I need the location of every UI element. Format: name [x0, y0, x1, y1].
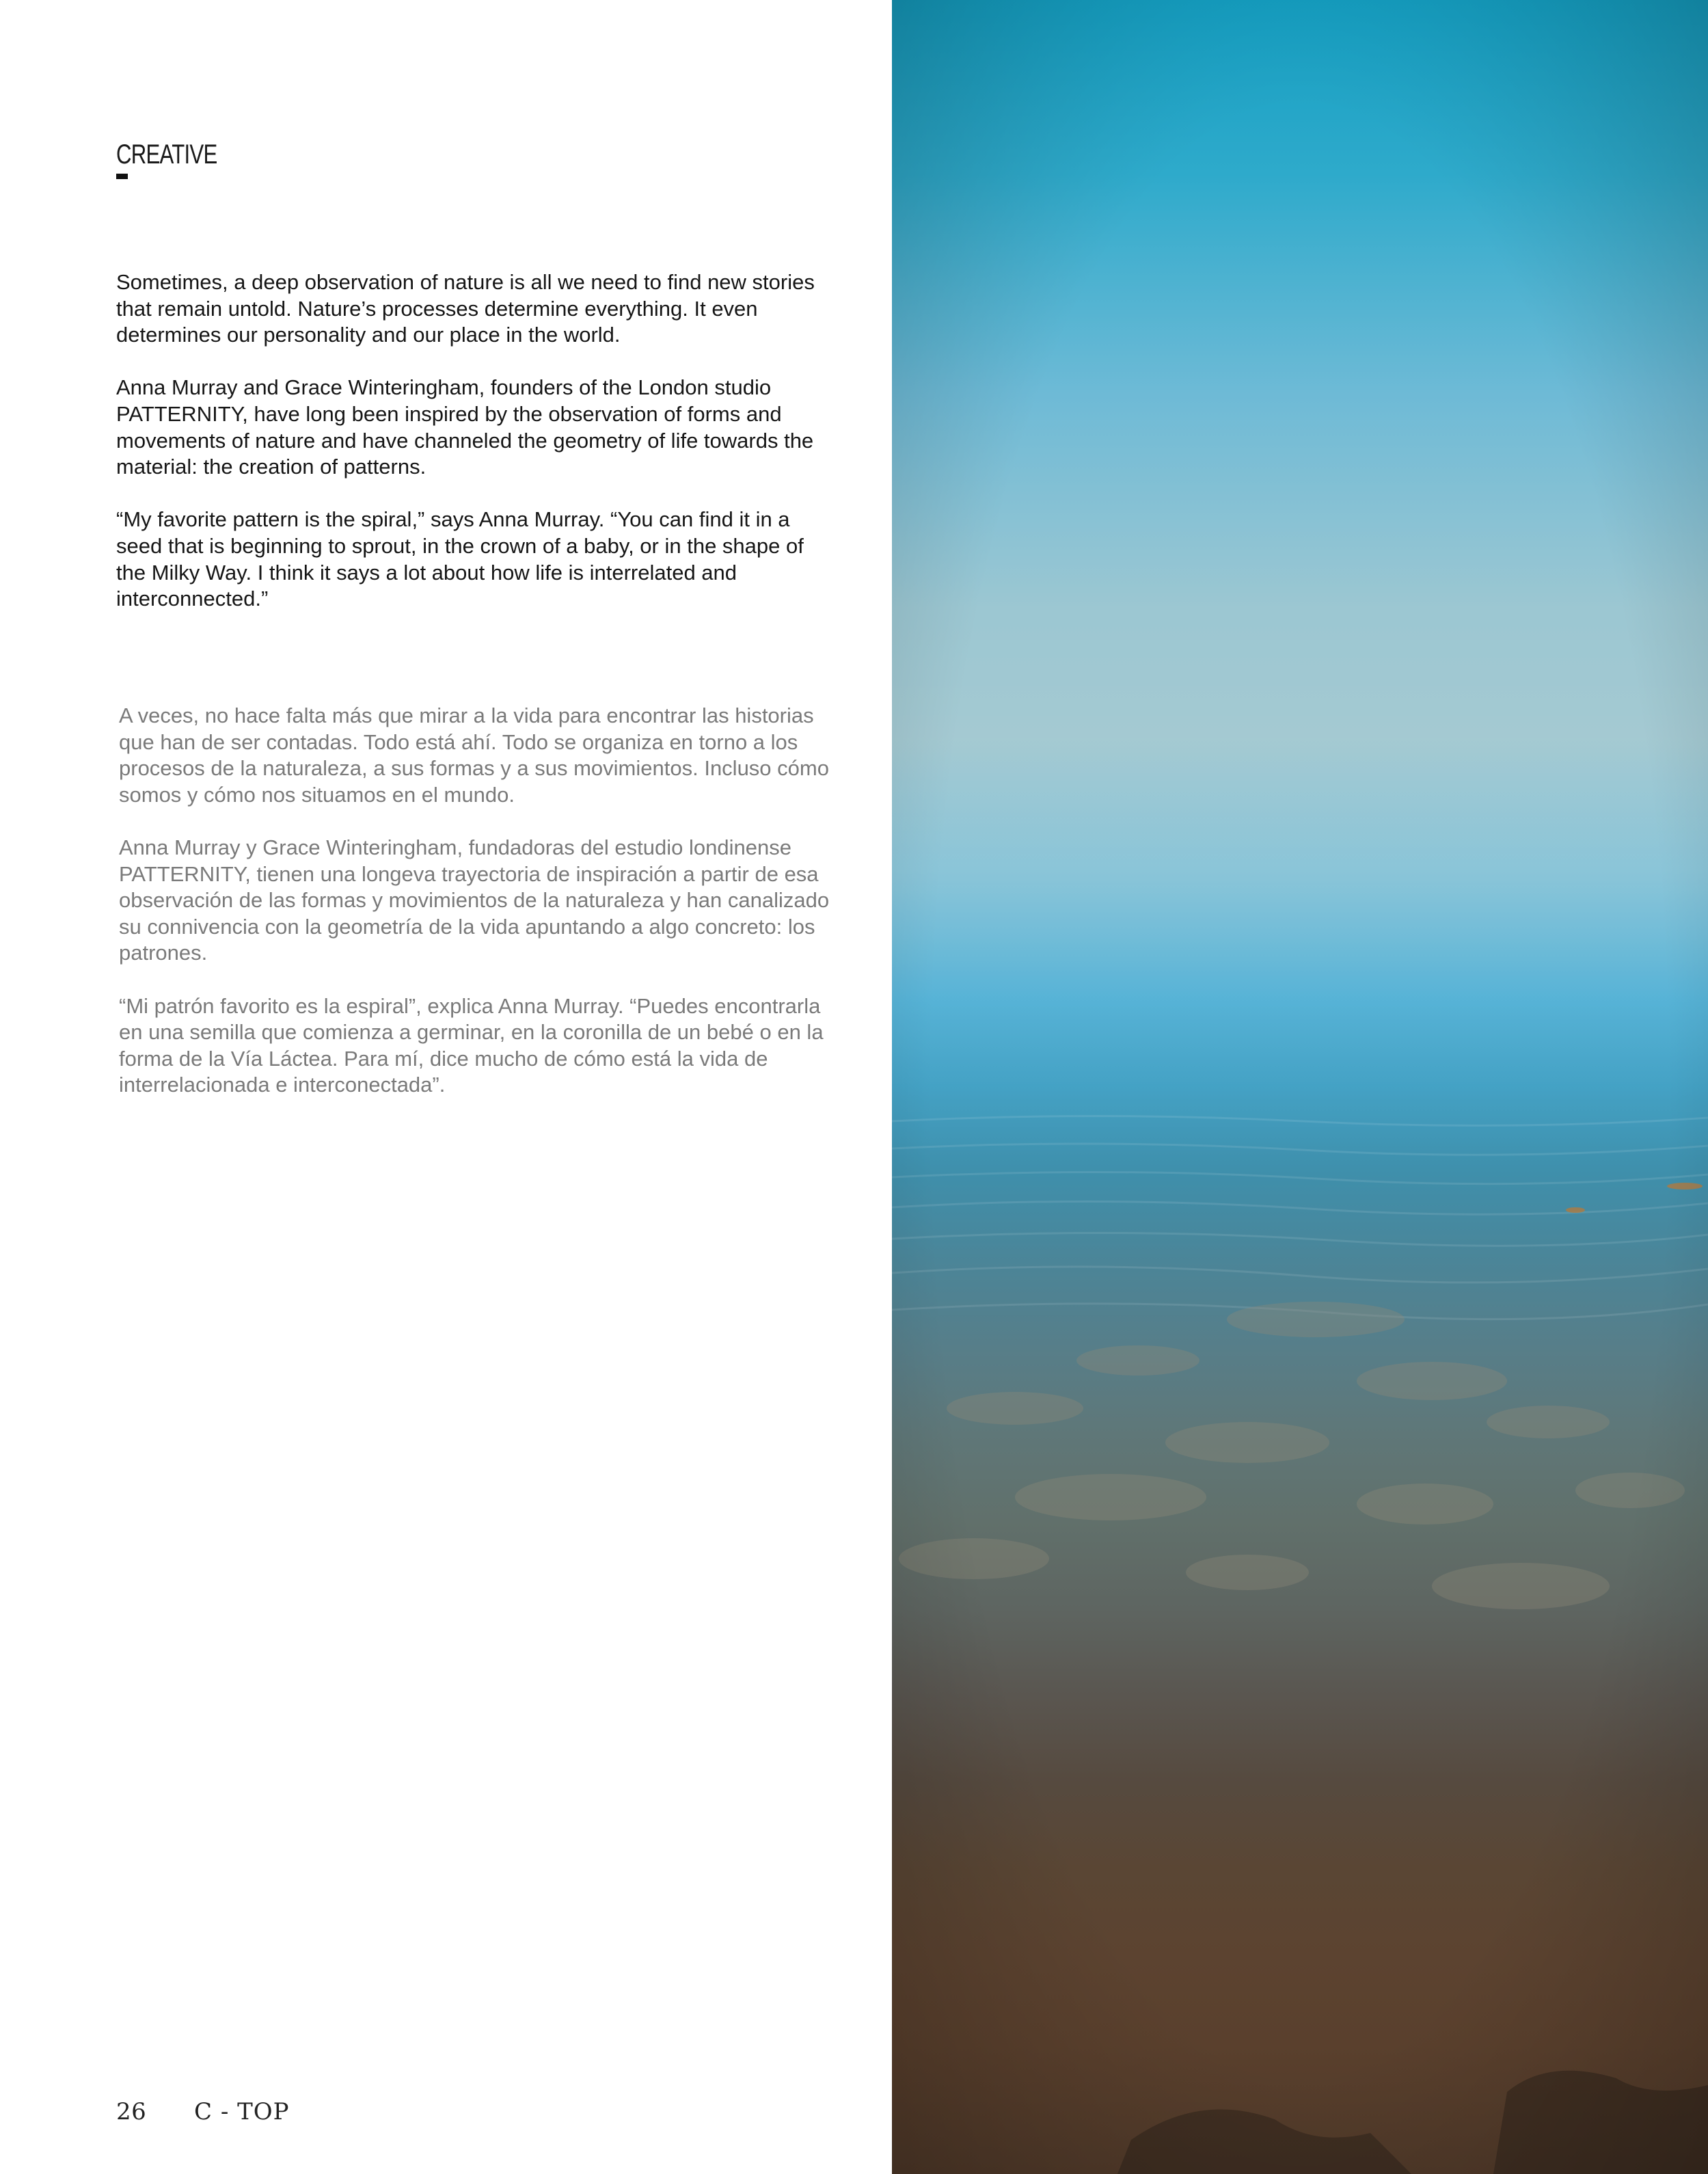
section-label: CREATIVE [116, 139, 217, 170]
page-number: 26 [116, 2098, 147, 2125]
article-es-paragraph: “Mi patrón favorito es la espiral”, explica Anna Murray. “Puedes encontrarla en una semilla que comienza a germinar, en la coronilla de un bebé o en la forma de la Vía Láctea. Para mí, dice mucho de cómo está la vida de interrelacionada e interconectada”. [119, 993, 824, 1097]
article-spanish [119, 703, 830, 1099]
article-en-paragraph: “My favorite pattern is the spiral,” says Anna Murray. “You can find it in a seed that is beginning to sprout, in the crown of a baby, or in the shape of the Milky Way. I think it says a lot about how life is interrelated and interconnected.” [116, 507, 804, 611]
shoreline-photo [892, 0, 1708, 2174]
magazine-name: C - TOP [194, 2098, 290, 2125]
photo-vignette [892, 0, 1708, 2174]
photo-texture [892, 0, 1708, 2174]
article-en-paragraph: Sometimes, a deep observation of nature is all we need to find new stories that remain untold. Nature’s processes determine everything. It even determines our personality and our place in the world. [116, 270, 815, 347]
article-english [116, 269, 827, 613]
article-es-paragraph: A veces, no hace falta más que mirar a la vida para encontrar las historias que han de ser contadas. Todo está ahí. Todo se organiza en torno a los procesos de la naturaleza, a sus formas y a sus movimientos. Incluso cómo somos y cómo nos situamos en el mundo. [119, 703, 829, 807]
article-es-paragraph: Anna Murray y Grace Winteringham, fundadoras del estudio londinense PATTERNITY, tienen una longeva trayectoria de inspiración a partir de esa observación de las formas y movimientos de la naturaleza y han canalizado su connivencia con la geometría de la vida apuntando a algo concreto: los patrones. [119, 835, 830, 965]
section-marker [116, 174, 128, 179]
article-en-paragraph: Anna Murray and Grace Winteringham, founders of the London studio PATTERNITY, have long been inspired by the observation of forms and movements of nature and have channeled the geometry of life towards the material: the creation of patterns. [116, 375, 814, 479]
